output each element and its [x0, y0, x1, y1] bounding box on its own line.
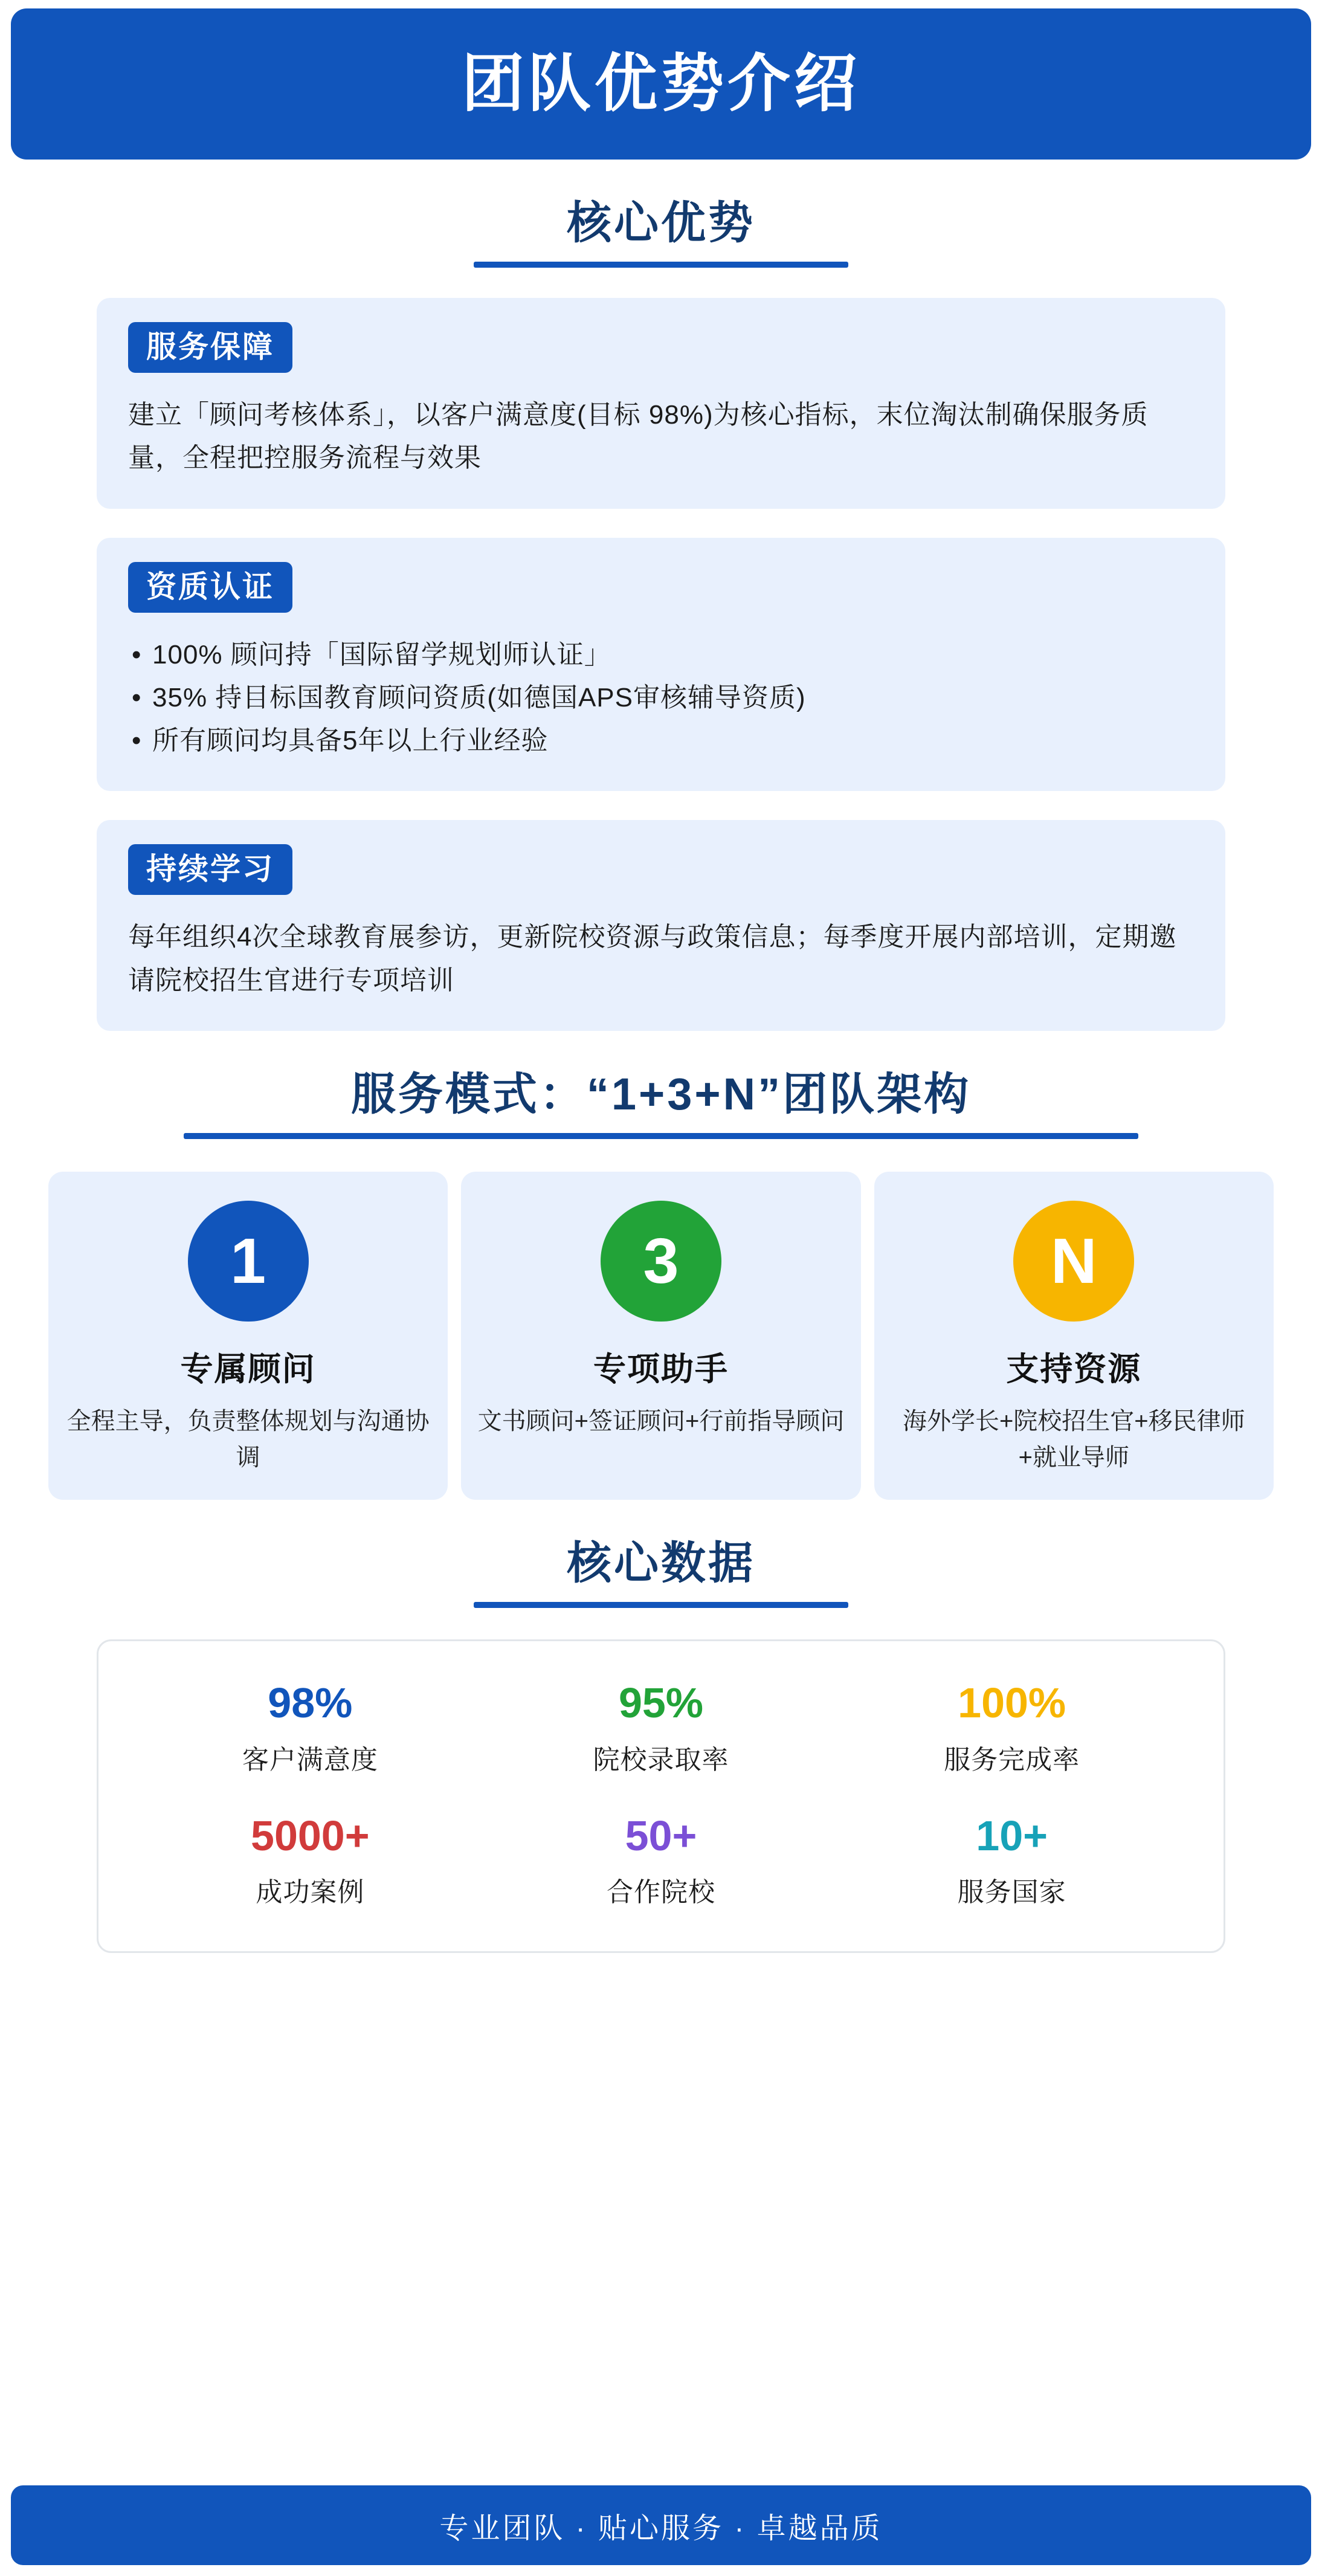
stat-item [486, 1681, 837, 1777]
stat-label: 服务完成率 [944, 1745, 1080, 1775]
section-title: 核心数据 [567, 1538, 755, 1589]
card-tag: 服务保障 [128, 322, 292, 373]
team-role-name: 专项助手 [593, 1351, 729, 1388]
stat-label: 合作院校 [606, 1877, 715, 1908]
list-item: • 100% 顾问持「国际留学规划师认证」 [128, 633, 1194, 676]
stat-value: 98% [268, 1679, 353, 1727]
header-banner [11, 8, 1311, 160]
stat-value: 50+ [625, 1812, 697, 1859]
team-structure-row [48, 1172, 1274, 1500]
footer-spacer [0, 1953, 1322, 2485]
section-service-model-heading [0, 1068, 1322, 1139]
list-item: • 35% 持目标国教育顾问资质(如德国APS审核辅导资质) [128, 676, 1194, 719]
stat-value: 100% [958, 1679, 1066, 1727]
team-role-name: 专属顾问 [180, 1351, 316, 1388]
stat-label: 院校录取率 [593, 1745, 729, 1775]
badge-circle-1: 1 [188, 1201, 309, 1322]
stat-label: 成功案例 [256, 1877, 365, 1908]
card-tag: 资质认证 [128, 562, 292, 613]
section-underline [184, 1133, 1138, 1139]
badge-circle-3: 3 [601, 1201, 721, 1322]
stat-item [135, 1681, 486, 1777]
stat-item [486, 1814, 837, 1909]
stat-label: 客户满意度 [242, 1745, 378, 1775]
team-role-desc: 全程主导，负责整体规划与沟通协调 [66, 1408, 430, 1471]
stat-item [836, 1814, 1187, 1909]
team-card-resources [874, 1172, 1274, 1500]
stats-panel [97, 1639, 1225, 1953]
stat-value: 5000+ [251, 1812, 370, 1859]
section-core-data-heading [0, 1537, 1322, 1608]
card-body [128, 915, 1194, 1002]
advantage-card-service [97, 298, 1225, 509]
footer-banner [11, 2485, 1311, 2565]
card-body [128, 393, 1194, 480]
card-body-text: 每年组织4次全球教育展参访，更新院校资源与政策信息；每季度开展内部培训，定期邀请院校招生官进行专项培训 [128, 922, 1177, 995]
stat-value: 95% [618, 1679, 704, 1727]
team-card-assistants [461, 1172, 860, 1500]
advantage-card-learning [97, 820, 1225, 1031]
stat-item [135, 1814, 486, 1909]
card-body-text: 建立「顾问考核体系」，以客户满意度(目标 98%)为核心指标，末位淘汰制确保服务质量，全程把控服务流程与效果 [128, 400, 1149, 473]
team-card-advisor [48, 1172, 448, 1500]
advantage-card-list [97, 298, 1225, 1031]
section-title: 服务模式：“1+3+N”团队架构 [350, 1068, 972, 1119]
team-role-desc: 海外学长+院校招生官+移民律师+就业导师 [902, 1408, 1245, 1471]
team-role-desc: 文书顾问+签证顾问+行前指导顾问 [477, 1408, 845, 1435]
stat-label: 服务国家 [957, 1877, 1066, 1908]
list-item: • 所有顾问均具备5年以上行业经验 [128, 719, 1194, 762]
section-core-advantages-heading [0, 197, 1322, 268]
badge-circle-n: N [1013, 1201, 1134, 1322]
team-role-name: 支持资源 [1006, 1351, 1142, 1388]
stat-value: 10+ [976, 1812, 1048, 1859]
section-underline [474, 1602, 848, 1608]
card-tag: 持续学习 [128, 844, 292, 895]
section-title: 核心优势 [567, 198, 755, 248]
footer-text: 专业团队 · 贴心服务 · 卓越品质 [439, 2512, 883, 2545]
advantage-card-certification [97, 538, 1225, 792]
card-bullet-list [128, 633, 1194, 763]
section-underline [474, 262, 848, 268]
page-title: 团队优势介绍 [461, 48, 860, 119]
stats-grid [135, 1681, 1187, 1909]
stat-item [836, 1681, 1187, 1777]
